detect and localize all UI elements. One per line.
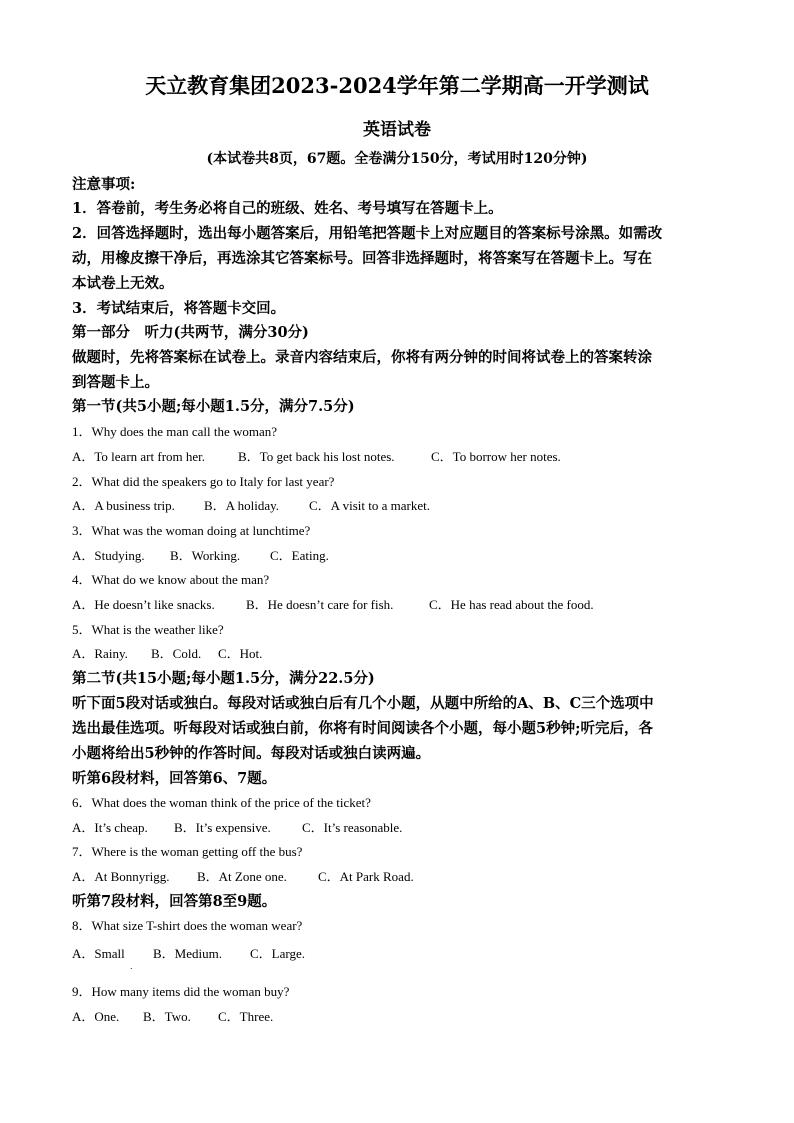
option-b: B．At Zone one.: [197, 869, 287, 884]
question-2-options: [72, 495, 430, 514]
question-6-options: [72, 817, 402, 836]
question-4-options: [72, 594, 594, 613]
notice-item-1: 1．答卷前，考生务必将自己的班级、姓名、考号填写在答题卡上。: [72, 200, 503, 217]
question-8: 8．What size T-shirt does the woman wear?: [72, 918, 303, 933]
question-3: 3．What was the woman doing at lunchtime?: [72, 523, 311, 538]
option-c: C．Three.: [218, 1009, 274, 1024]
material-6-heading: 听第6段材料，回答第6、7题。: [72, 770, 277, 787]
option-b: B．Two.: [143, 1009, 191, 1024]
question-3-options: [72, 545, 329, 564]
option-c: C．To borrow her notes.: [431, 449, 561, 464]
option-a: A．He doesn’t like snacks.: [72, 597, 215, 612]
exam-title: 天立教育集团2023-2024学年第二学期高一开学测试: [145, 73, 649, 98]
option-a: A．Small: [72, 946, 125, 961]
option-b: B．Working.: [170, 548, 241, 563]
stray-dot: .: [130, 962, 133, 971]
option-a: A．To learn art from her.: [72, 449, 206, 464]
part1-intro-line-1: 做题时，先将答案标在试卷上。录音内容结束后，你将有两分钟的时间将试卷上的答案转涂: [72, 349, 652, 366]
question-4: 4．What do we know about the man?: [72, 572, 270, 587]
question-1-options: [72, 446, 561, 465]
part1-intro-line-2: 到答题卡上。: [72, 374, 159, 391]
option-b: B．Cold.: [151, 646, 202, 661]
question-7: 7．Where is the woman getting off the bus?: [72, 844, 303, 859]
question-2: 2．What did the speakers go to Italy for last year?: [72, 474, 335, 489]
option-a: A．It’s cheap.: [72, 820, 148, 835]
notice-item-2-line-3: 本试卷上无效。: [72, 275, 174, 292]
question-9-options: [72, 1006, 273, 1025]
question-7-options: [72, 866, 414, 885]
notice-item-2-line-1: 2．回答选择题时，选出每小题答案后，用铅笔把答题卡上对应题目的答案标号涂黑。如需改: [72, 225, 663, 242]
question-1: 1．Why does the man call the woman?: [72, 424, 278, 439]
option-a: A．Rainy.: [72, 646, 128, 661]
option-c: C．A visit to a market.: [309, 498, 430, 513]
section1-heading: 第一节(共5小题;每小题1.5分，满分7.5分): [72, 398, 355, 415]
section2-intro-line-1: 听下面5段对话或独白。每段对话或独白后有几个小题，从题中所给的A、B、C三个选项中: [72, 695, 654, 712]
notice-heading: 注意事项:: [72, 176, 136, 193]
option-b: B．Medium.: [153, 946, 222, 961]
question-6: 6．What does the woman think of the price of the ticket?: [72, 795, 371, 810]
question-9: 9．How many items did the woman buy?: [72, 984, 290, 999]
question-8-options: [72, 943, 305, 962]
option-a: A．One.: [72, 1009, 120, 1024]
material-7-heading: 听第7段材料，回答第8至9题。: [72, 893, 277, 910]
option-b: B．To get back his lost notes.: [238, 449, 395, 464]
question-5-options: [72, 643, 262, 662]
section2-intro-line-3: 小题将给出5秒钟的作答时间。每段对话或独白读两遍。: [72, 745, 431, 762]
option-c: C．It’s reasonable.: [302, 820, 403, 835]
option-a: A．At Bonnyrigg.: [72, 869, 170, 884]
option-c: C．At Park Road.: [318, 869, 414, 884]
section2-intro-line-2: 选出最佳选项。听每段对话或独白前，你将有时间阅读各个小题，每小题5秒钟;听完后，各: [72, 720, 653, 737]
option-a: A．Studying.: [72, 548, 145, 563]
option-b: B．It’s expensive.: [174, 820, 271, 835]
exam-note: (本试卷共8页，67题。全卷满分150分，考试用时120分钟): [206, 151, 588, 167]
notice-item-3: 3．考试结束后，将答题卡交回。: [72, 300, 286, 317]
question-5: 5．What is the weather like?: [72, 622, 224, 637]
section2-heading: 第二节(共15小题;每小题1.5分，满分22.5分): [72, 670, 375, 687]
exam-subtitle: 英语试卷: [363, 120, 431, 140]
notice-item-2-line-2: 动，用橡皮擦干净后，再选涂其它答案标号。回答非选择题时，将答案写在答题卡上。写在: [72, 250, 652, 267]
option-c: C．Large.: [250, 946, 305, 961]
part1-heading: 第一部分 听力(共两节，满分30分): [72, 324, 309, 341]
option-b: B．He doesn’t care for fish.: [246, 597, 394, 612]
option-c: C．Eating.: [270, 548, 329, 563]
option-a: A．A business trip.: [72, 498, 175, 513]
option-c: C．He has read about the food.: [429, 597, 594, 612]
option-c: C．Hot.: [218, 646, 263, 661]
option-b: B．A holiday.: [204, 498, 279, 513]
